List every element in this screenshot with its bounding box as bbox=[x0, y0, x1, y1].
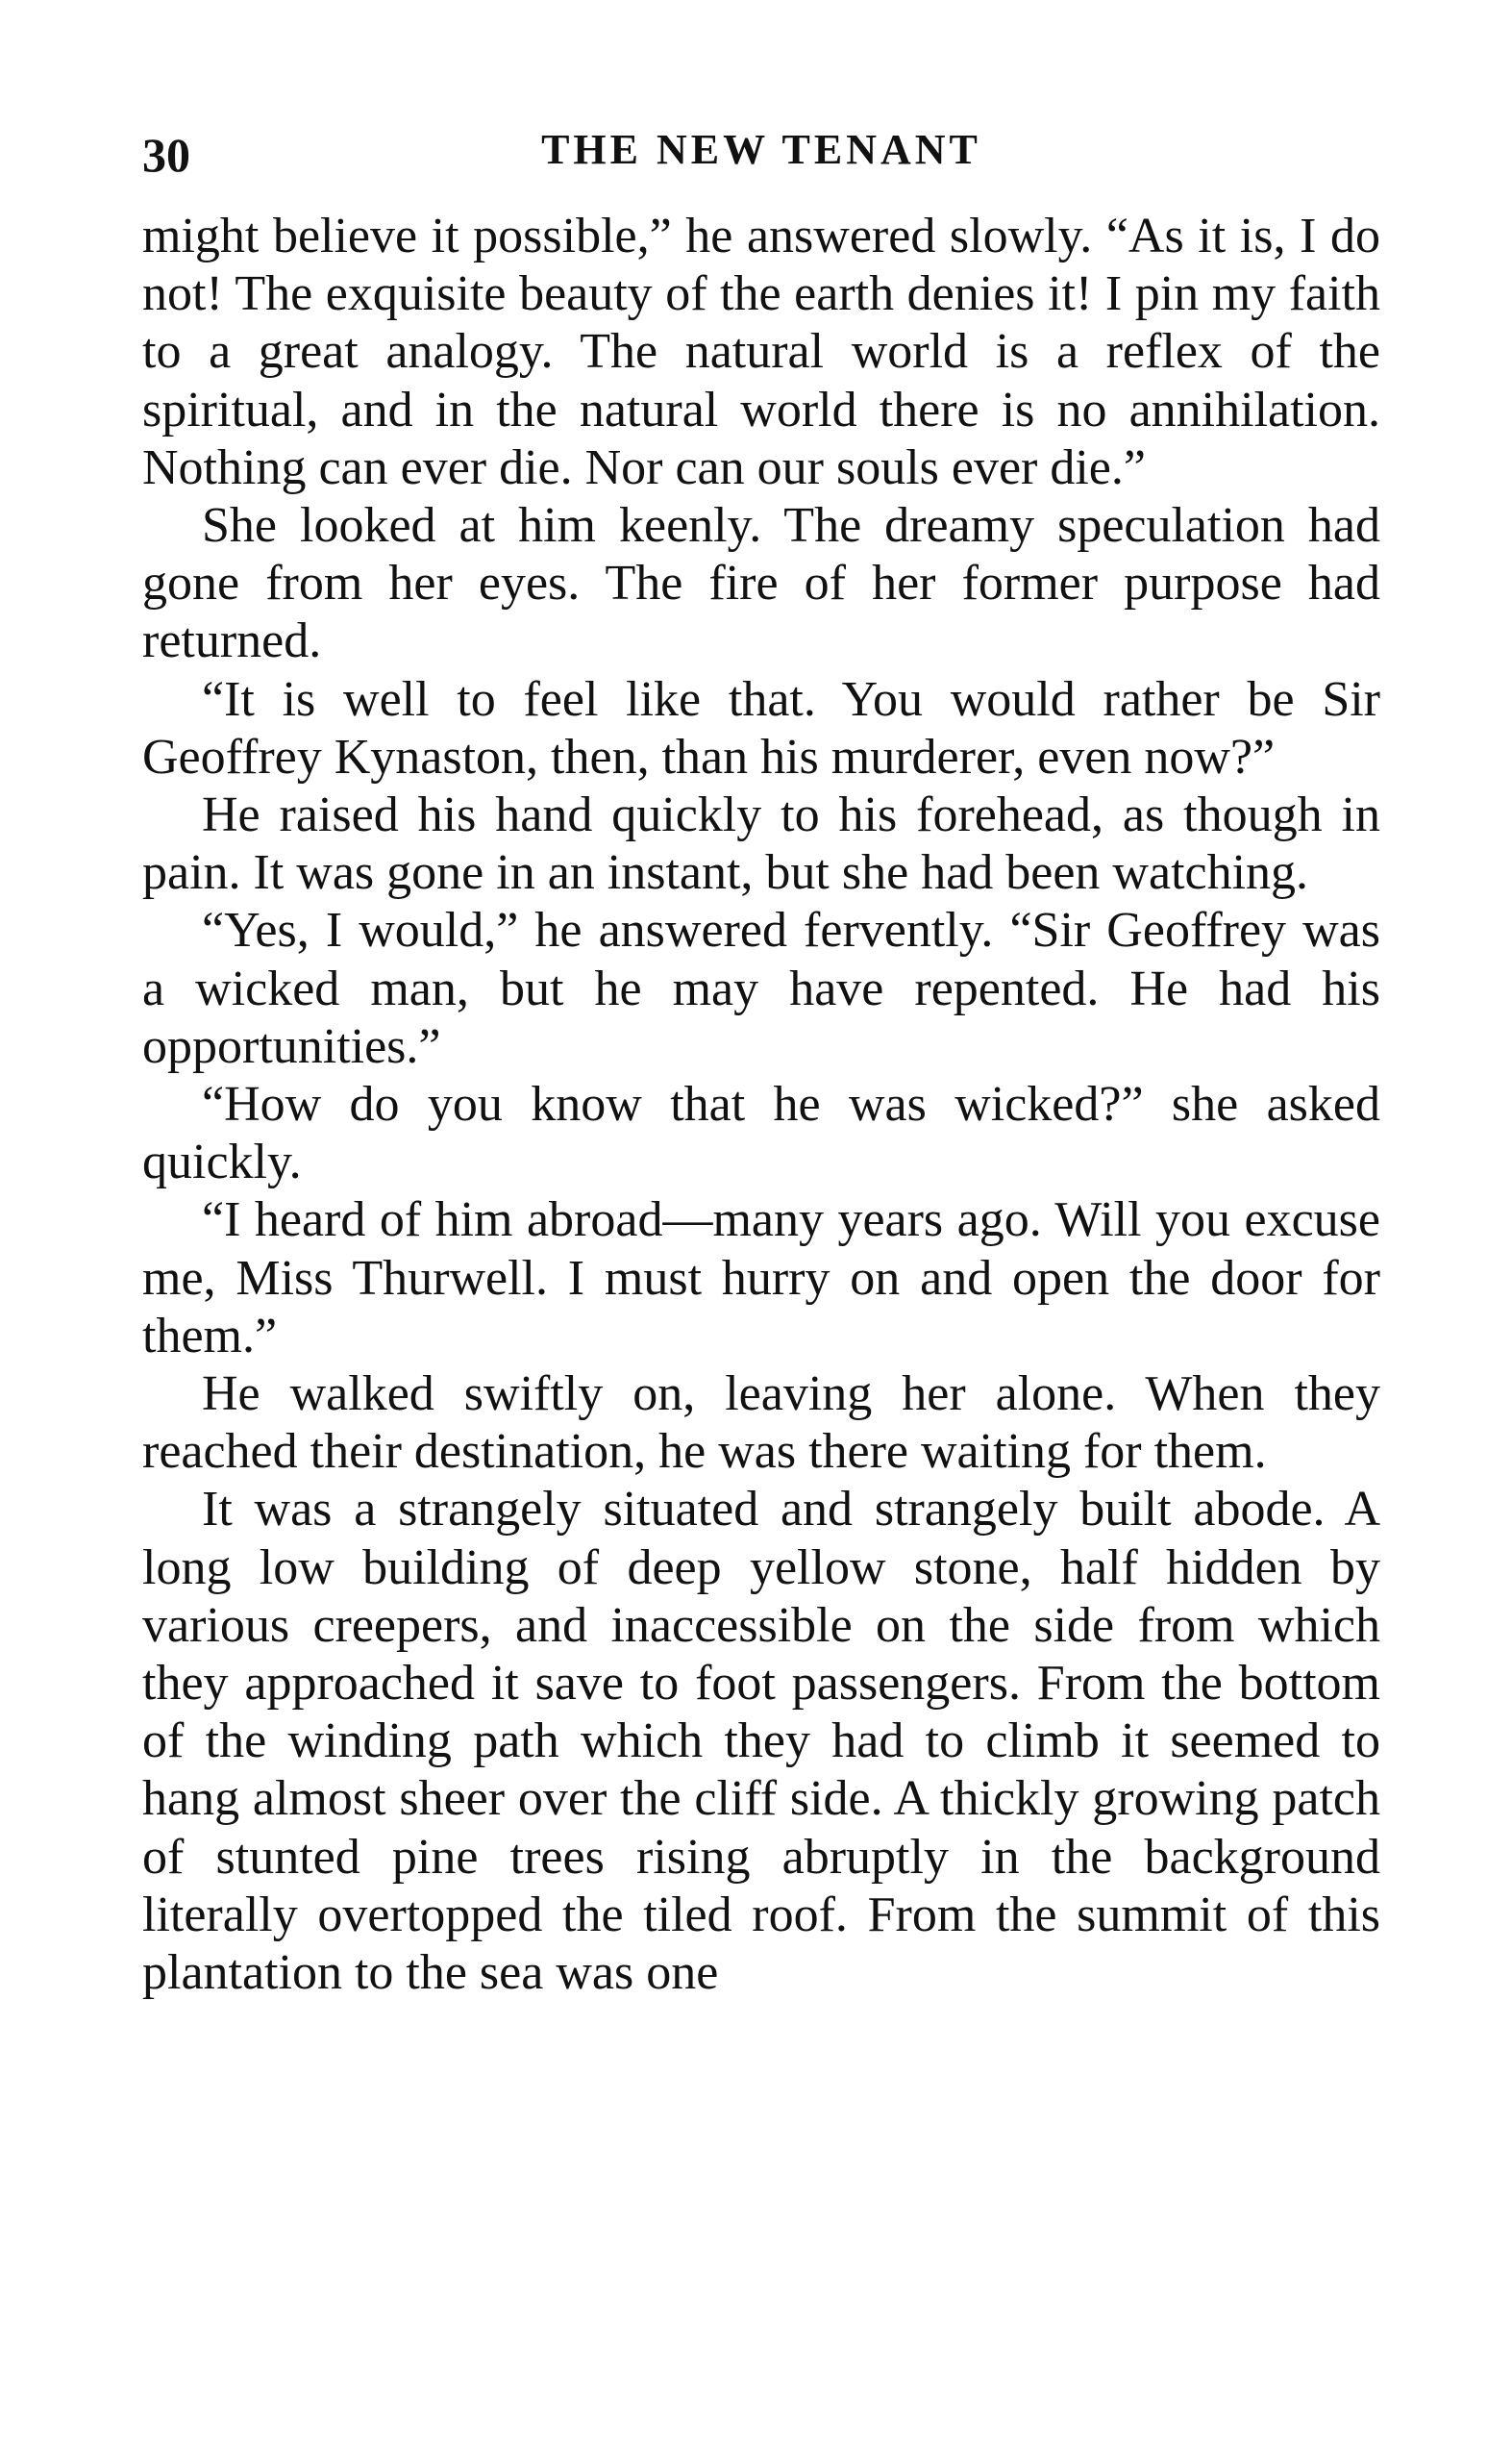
paragraph: “Yes, I would,” he answered fervently. “Sir Geoffrey was a wicked man, but he may have repented. He had his opportunities.” bbox=[142, 903, 1380, 1074]
running-title: THE NEW TENANT bbox=[541, 126, 981, 173]
paragraph: “How do you know that he was wicked?” she asked quickly. bbox=[142, 1077, 1380, 1190]
paragraph: It was a strangely situated and strangely built abode. A long low building of deep yellow stone, half hidden by various creepers, and inaccessible on the side from which they approached it save to foot passengers. From the bottom of the winding path which they had to climb it seemed to hang almost sheer over the cliff side. A thickly growing patch of stunted pine trees rising abruptly in the background literally overtopped the tiled roof. From the summit of this plantation to the sea was one bbox=[142, 1482, 1380, 2001]
page-number: 30 bbox=[142, 128, 190, 182]
paragraph: He walked swiftly on, leaving her alone. When they reached their destination, he was there waiting for them. bbox=[142, 1366, 1380, 1480]
book-page bbox=[142, 115, 1380, 2002]
paragraph: She looked at him keenly. The dreamy speculation had gone from her eyes. The fire of her former purpose had returned. bbox=[142, 498, 1380, 669]
paragraph: “I heard of him abroad—many years ago. Will you excuse me, Miss Thurwell. I must hurry on and open the door for them.” bbox=[142, 1192, 1380, 1363]
paragraph: “It is well to feel like that. You would rather be Sir Geoffrey Kynaston, then, than his murderer, even now?” bbox=[142, 671, 1380, 785]
paragraph: He raised his hand quickly to his forehead, as though in pain. It was gone in an instant, but she had been watching. bbox=[142, 788, 1380, 901]
paragraph-continuation: might believe it possible,” he answered slowly. “As it is, I do not! The exquisite beauty of the earth denies it! I pin my faith to a great analogy. The natural world is a reflex of the spiritual, and in the natural world there is no annihilation. Nothing can ever die. Nor can our souls ever die.” bbox=[142, 209, 1380, 495]
page-header bbox=[142, 115, 1380, 192]
body-text bbox=[142, 208, 1380, 2002]
